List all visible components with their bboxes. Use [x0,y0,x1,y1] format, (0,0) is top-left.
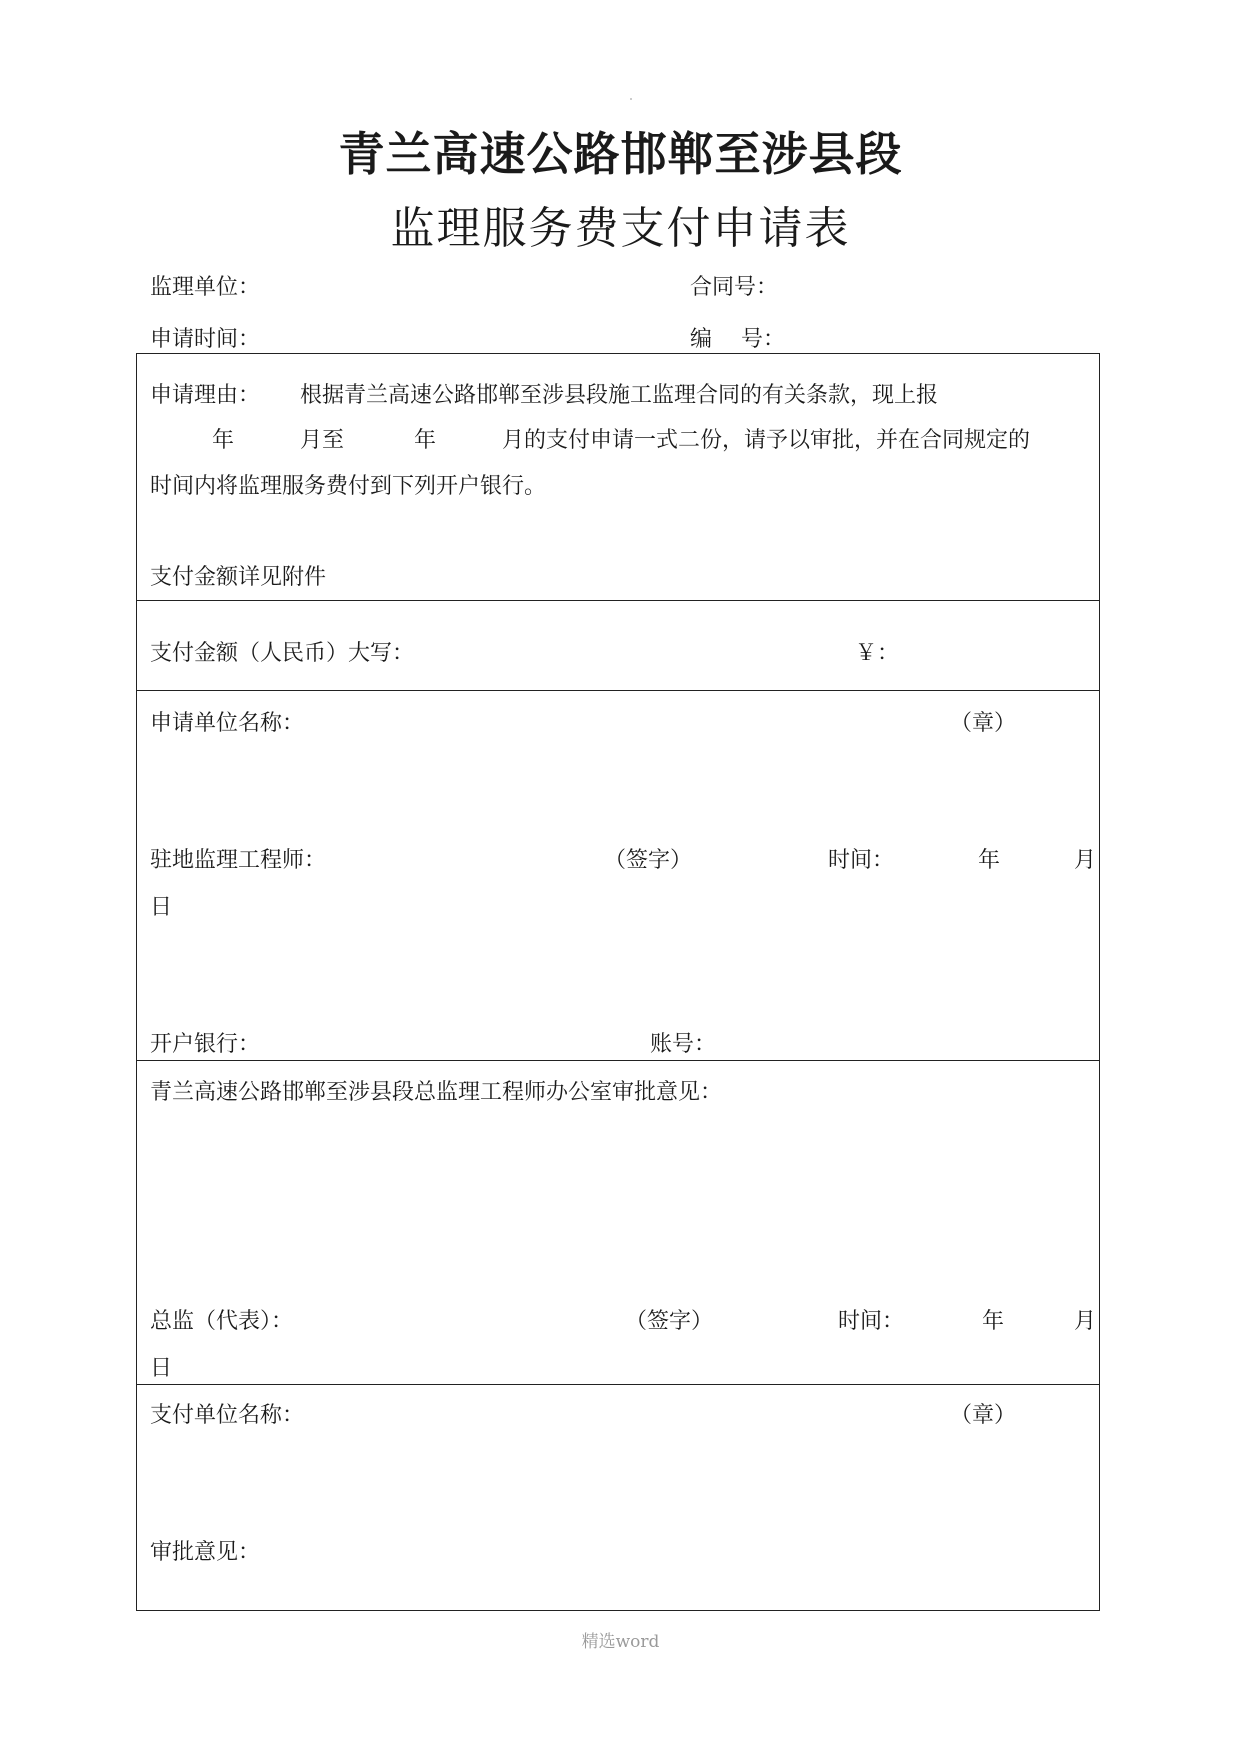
contract-no-label: 合同号： [690,275,779,300]
engineer-month: 月 [1074,848,1097,873]
reason-line3: 时间内将监理服务费付到下列开户银行。 [150,474,547,499]
amount-label: 支付金额（人民币）大写： [150,641,415,666]
engineer-time-label: 时间： [828,848,895,873]
applicant-seal: （章） [950,711,1017,736]
reason-label: 申请理由： [150,383,261,408]
director-sign: （签字） [625,1309,714,1334]
reason-line1: 根据青兰高速公路邯郸至涉县段施工监理合同的有关条款，现上报 [300,383,939,408]
director-month: 月 [1074,1309,1097,1334]
payer-opinion-label: 审批意见： [150,1540,261,1565]
applicant-name-label: 申请单位名称： [150,711,305,736]
reason-year2: 年 [414,428,437,453]
serial-no-label: 编 号： [690,327,785,352]
row-divider [136,1384,1100,1385]
engineer-day: 日 [150,895,173,920]
director-time-label: 时间： [838,1309,905,1334]
row-divider [136,600,1100,601]
director-day: 日 [150,1356,173,1381]
reason-detail: 支付金额详见附件 [150,565,327,590]
director-year: 年 [982,1309,1005,1334]
row-divider [136,690,1100,691]
reason-month-to: 月至 [300,428,345,453]
payer-seal: （章） [950,1403,1017,1428]
supervisor-unit-label: 监理单位： [150,275,261,300]
form-title: 青兰高速公路邯郸至涉县段 [338,127,903,181]
amount-yen: ￥： [855,641,900,666]
engineer-sign: （签字） [604,848,693,873]
chief-opinion-label: 青兰高速公路邯郸至涉县段总监理工程师办公室审批意见： [150,1080,723,1105]
account-label: 账号： [650,1032,717,1057]
row-divider [136,1060,1100,1061]
engineer-label: 驻地监理工程师： [150,848,327,873]
apply-time-label: 申请时间： [150,327,261,352]
reason-line2: 月的支付申请一式二份，请予以审批，并在合同规定的 [502,428,1031,453]
payer-name-label: 支付单位名称： [150,1403,305,1428]
reason-year1: 年 [212,428,235,453]
bank-label: 开户银行： [150,1032,261,1057]
page-footer: 精选word [581,1632,660,1652]
page-speck [630,98,632,100]
engineer-year: 年 [978,848,1001,873]
form-subtitle: 监理服务费支付申请表 [390,203,851,254]
director-label: 总监（代表）： [150,1309,294,1334]
